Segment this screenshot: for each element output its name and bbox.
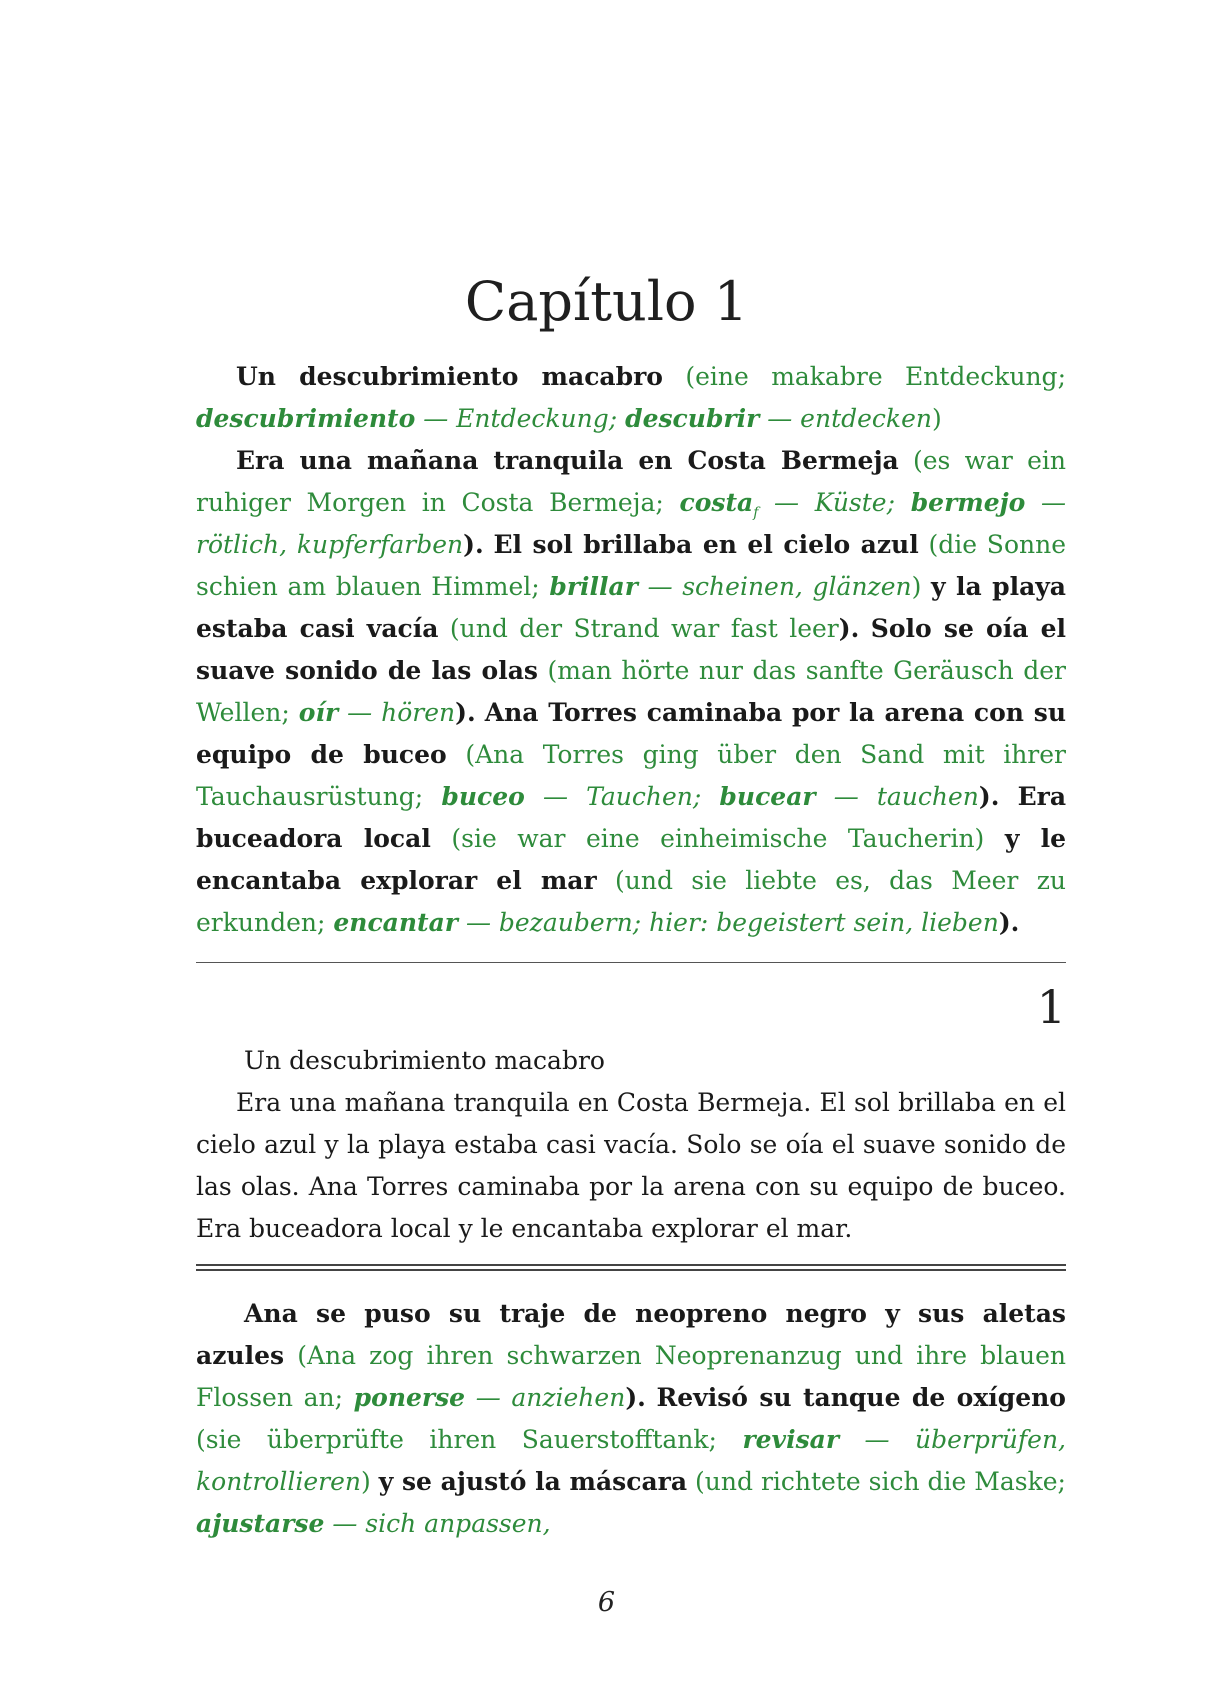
sentence-translation: (Ana Torres ging über den Sand mit ihrer Tauchausrüstung; buceo — Tauchen; bucear — tauchen — [196, 740, 1066, 811]
sentence-translation: (sie war eine einheimische Taucherin) — [451, 824, 985, 853]
sentence-translation: (es war ein ruhiger Morgen in Costa Bermeja; costa$_f$ — Küste; bermejo — rötlich, kupferfarben — [196, 446, 1067, 559]
sentence-translation: (und richtete sich die Maske; ajustarse — sich anpassen, — [196, 1467, 1066, 1538]
sentence-spanish: y la playa estaba casi vacía — [196, 572, 1066, 643]
heading-translation: (eine makabre Entdeckung; descubrimiento — Entdeckung; descubrir — entdecken) — [196, 362, 1066, 433]
sentence-translation: (Ana zog ihren schwarzen Neoprenanzug und ihre blauen Flossen an; ponerse — anziehen — [196, 1341, 1067, 1412]
sentence-spanish: Era buceadora local — [196, 782, 1067, 853]
sentence-spanish: Solo se oía el suave sonido de las olas — [196, 614, 1067, 685]
sentence-translation: (man hörte nur das sanfte Geräusch der Wellen; oír — hören — [196, 656, 1066, 727]
sentence-spanish: Revisó su tanque de oxígeno — [656, 1383, 1066, 1412]
bilingual-section-2 — [196, 1293, 1066, 1545]
section-heading-paragraph — [196, 356, 1066, 440]
plain-heading: Un descubrimiento macabro — [244, 1046, 605, 1075]
sentence-spanish: y se ajustó la máscara — [378, 1467, 688, 1496]
chapter-title: Capítulo 1 — [464, 270, 749, 333]
sentence-spanish: El sol brillaba en el cielo azul — [493, 530, 919, 559]
bilingual-section-1 — [196, 356, 1066, 944]
section-divider — [196, 962, 1066, 963]
sentence-translation: (sie überprüfte ihren Sauerstofftank; revisar — überprüfen, kontrollieren) — [196, 1425, 1067, 1496]
sentence-spanish: y le encantaba explorar el mar — [196, 824, 1066, 895]
sentence-spanish: Ana Torres caminaba por la arena con su equipo de buceo — [196, 698, 1066, 769]
plain-text-section — [196, 1040, 1066, 1250]
story-paragraph-1: Era una mañana tranquila en Costa Bermeja (es war ein ruhiger Morgen in Costa Bermeja; costa$_f$ — Küste; bermejo — rötlich, kupferfarben). El sol brillaba en el cielo azul (die Sonne schien am blauen Himmel; brillar — scheinen, glänzen) y la playa estaba casi vacía (und der Strand war fast leer). Solo se oía el suave sonido de las olas (man hörte nur das sanfte Geräusch der Wellen; oír — hören). Ana Torres caminaba por la arena con su equipo de buceo (Ana Torres ging über den Sand mit ihrer Tauchausrüstung; buceo — Tauchen; bucear — tauchen). Era buceadora local (sie war eine einheimische Taucherin) y le encantaba explorar el mar (und sie liebte es, das Meer zu erkunden; encantar — bezaubern; hier: begeistert sein, lieben). — [196, 446, 1067, 937]
sentence-translation: (die Sonne schien am blauen Himmel; brillar — scheinen, glänzen) — [196, 530, 1066, 601]
page-number: 6 — [597, 1587, 616, 1618]
sentence-spanish: Era una mañana tranquila en Costa Bermeja — [236, 446, 899, 475]
plain-paragraph: Era una mañana tranquila en Costa Bermeja. El sol brillaba en el cielo azul y la playa estaba casi vacía. Solo se oía el suave sonido de las olas. Ana Torres caminaba por la arena con su equipo de buceo. Era buceadora local y le encantaba explorar el mar. — [196, 1088, 1066, 1243]
double-divider — [196, 1264, 1066, 1266]
heading-spanish: Un descubrimiento macabro — [236, 362, 663, 391]
story-paragraph-2: Ana se puso su traje de neopreno negro y sus aletas azules (Ana zog ihren schwarzen Neoprenanzug und ihre blauen Flossen an; ponerse — anziehen). Revisó su tanque de oxígeno (sie überprüfte ihren Sauerstofftank; revisar — überprüfen, kontrollieren) y se ajustó la máscara (und richtete sich die Maske; ajustarse — sich anpassen, — [196, 1299, 1067, 1538]
sentence-translation: (und sie liebte es, das Meer zu erkunden; encantar — bezaubern; hier: begeistert sein, lieben — [196, 866, 1066, 937]
sentence-spanish: Ana se puso su traje de neopreno negro y sus aletas azules — [196, 1299, 1066, 1370]
sentence-translation: (und der Strand war fast leer — [449, 614, 839, 643]
chapter-number: 1 — [1036, 980, 1066, 1034]
